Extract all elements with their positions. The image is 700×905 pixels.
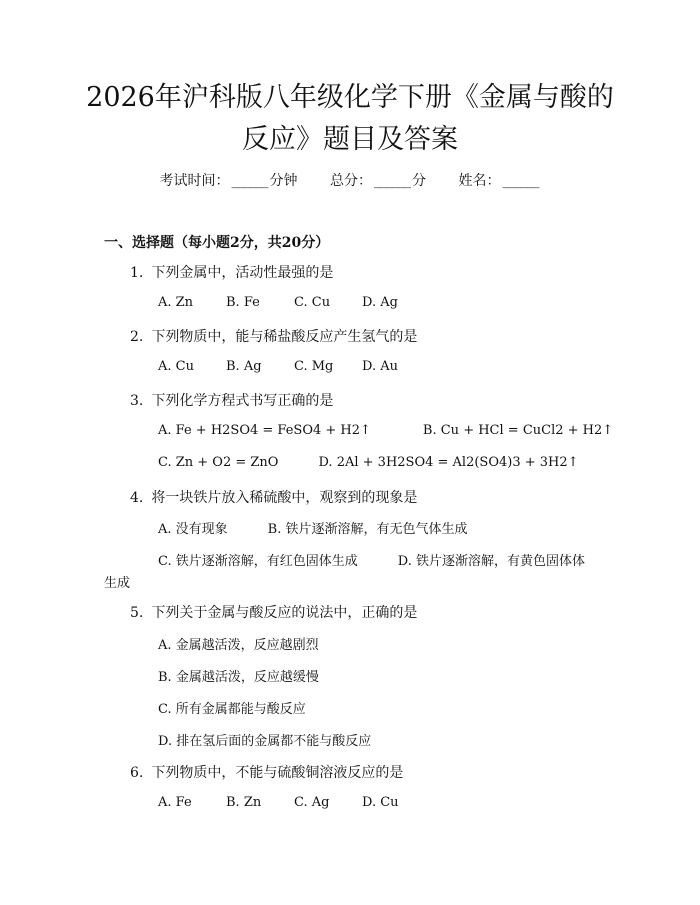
question-text: 下列金属中，活动性最强的是	[151, 265, 334, 281]
score-label: 总分：	[330, 173, 372, 189]
time-unit: 分钟	[269, 173, 298, 189]
option-d: D. 铁片逐渐溶解，有黄色固体体	[397, 554, 585, 569]
option-c: C. Zn + O2 = ZnO	[158, 455, 279, 470]
option-a: A. 金属越活泼，反应越剧烈	[158, 638, 319, 653]
question-6	[130, 762, 403, 782]
score-unit: 分	[412, 173, 426, 189]
option-d: D. Ag	[362, 295, 398, 310]
option-a: A. Cu	[158, 359, 194, 374]
question-5	[130, 602, 417, 622]
option-a: A. Fe	[158, 795, 192, 810]
option-d-continuation: 生成	[104, 576, 131, 591]
name-field	[458, 173, 540, 189]
page-title-line1: 2026年沪科版八年级化学下册《金属与酸的	[86, 82, 614, 113]
option-c: C. Ag	[294, 795, 330, 810]
question-4-options-row1	[158, 518, 467, 537]
option-c: C. 所有金属都能与酸反应	[158, 702, 306, 717]
question-1	[130, 262, 333, 282]
question-text: 下列物质中，能与稀盐酸反应产生氢气的是	[151, 329, 418, 345]
option-b: B. Fe	[226, 295, 260, 310]
question-4-options-row2	[158, 550, 585, 569]
question-number: 4.	[130, 490, 144, 506]
option-c: C. Mg	[294, 359, 334, 374]
question-text: 下列物质中，不能与硫酸铜溶液反应的是	[151, 765, 404, 781]
option-c: C. Cu	[294, 295, 331, 310]
question-2-options	[158, 359, 430, 374]
option-b: B. 金属越活泼，反应越缓慢	[158, 670, 319, 685]
option-a: A. Fe + H2SO4 = FeSO4 + H2↑	[158, 423, 371, 438]
question-3	[130, 390, 333, 410]
section-heading: 一、选择题（每小题2分，共20分）	[104, 235, 330, 251]
page-title-line2: 反应》题目及答案	[242, 124, 458, 155]
option-c: C. 铁片逐渐溶解，有红色固体生成	[158, 554, 358, 569]
option-d: D. 2Al + 3H2SO4 = Al2(SO4)3 + 3H2↑	[318, 455, 579, 470]
name-blank: ______	[502, 173, 539, 189]
option-d: D. 排在氢后面的金属都不能与酸反应	[158, 734, 372, 749]
option-b: B. Zn	[226, 795, 262, 810]
score-field	[330, 173, 426, 189]
question-number: 1.	[130, 265, 144, 281]
time-label: 考试时间：	[159, 173, 230, 189]
option-a: A. Zn	[158, 295, 194, 310]
question-6-options	[158, 795, 430, 810]
option-b: B. 铁片逐渐溶解，有无色气体生成	[267, 522, 468, 537]
option-d: D. Cu	[362, 795, 399, 810]
question-number: 5.	[130, 605, 144, 621]
option-d: D. Au	[362, 359, 398, 374]
question-3-options-row2	[158, 455, 579, 470]
question-text: 下列化学方程式书写正确的是	[151, 393, 334, 409]
time-field	[160, 173, 298, 189]
question-1-options	[158, 295, 430, 310]
question-number: 6.	[130, 765, 144, 781]
question-3-options-row1	[158, 423, 613, 438]
question-text: 下列关于金属与酸反应的说法中，正确的是	[151, 605, 418, 621]
question-number: 2.	[130, 329, 144, 345]
question-4	[130, 487, 417, 507]
question-2	[130, 326, 417, 346]
name-label: 姓名：	[458, 173, 501, 189]
question-text: 将一块铁片放入稀硫酸中，观察到的现象是	[151, 490, 418, 506]
option-b: B. Cu + HCl = CuCl2 + H2↑	[422, 423, 614, 438]
score-blank: ______	[374, 173, 410, 189]
option-b: B. Ag	[226, 359, 262, 374]
time-blank: ______	[231, 173, 268, 189]
question-number: 3.	[130, 393, 144, 409]
option-a: A. 没有现象	[158, 522, 228, 537]
exam-meta	[0, 170, 700, 190]
